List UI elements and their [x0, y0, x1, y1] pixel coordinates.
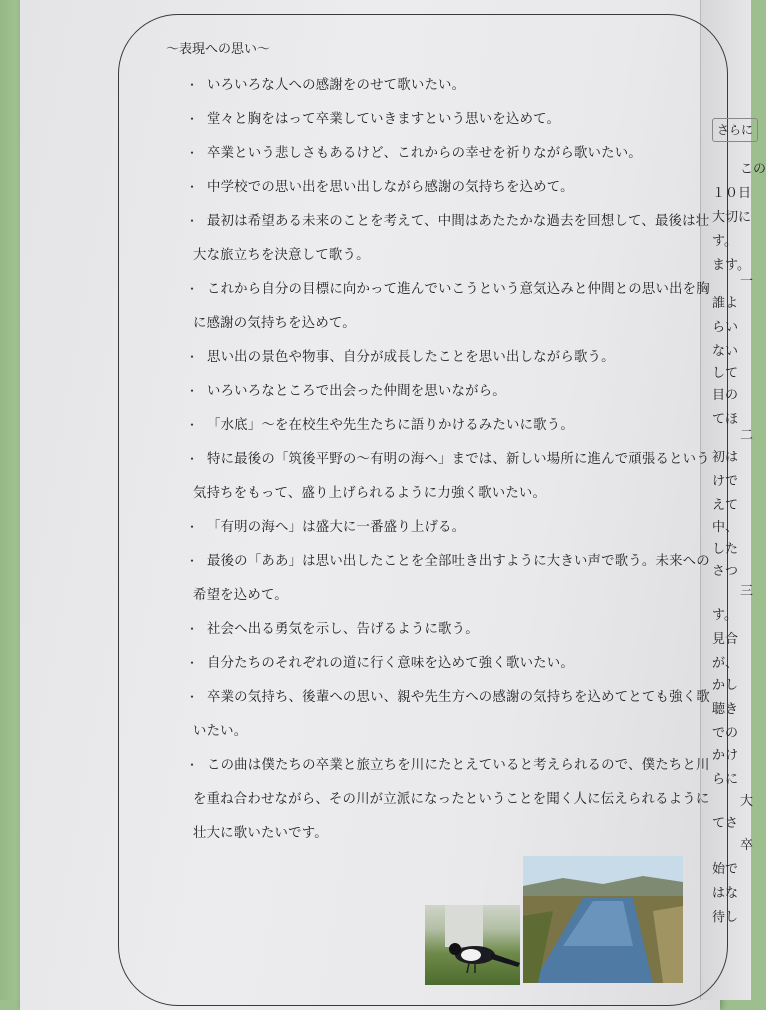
right-page-fragment: 中、 [712, 520, 739, 535]
bullet-marker: ・ [186, 520, 199, 534]
list-item-line: 「水底」〜を在校生や先生たちに語りかけるみたいに歌う。 [207, 418, 574, 433]
list-item-line: 堂々と胸をはって卒業していきますという思いを込めて。 [207, 112, 561, 127]
list-item-line: 思い出の景色や物事、自分が成長したことを思い出しながら歌う。 [207, 350, 615, 365]
right-page-fragment: さつ [712, 564, 739, 579]
right-page-fragment: 待し [712, 910, 739, 925]
bullet-marker: ・ [186, 622, 199, 636]
right-page-fragment: での [712, 726, 739, 741]
right-page-fragment: 三 [740, 584, 754, 599]
right-page-fragment: てほ [712, 412, 739, 427]
list-item-line: いたい。 [193, 724, 248, 739]
right-page-fragment: １０日 [712, 186, 752, 201]
right-page-fragment: この [740, 162, 766, 177]
list-item-line: これから自分の目標に向かって進んでいこうという意気込みと仲間との思い出を胸 [207, 282, 710, 297]
list-item-line: 大な旅立ちを決意して歌う。 [193, 248, 370, 263]
bullet-marker: ・ [186, 112, 199, 126]
right-page-fragment: 大 [740, 794, 754, 809]
right-page-fragment: えて [712, 498, 739, 513]
list-item-line: 中学校での思い出を思い出しながら感謝の気持ちを込めて。 [207, 180, 574, 195]
bullet-marker: ・ [186, 384, 199, 398]
right-page-fragment: けで [712, 474, 739, 489]
magpie-photo [425, 905, 520, 985]
bullet-marker: ・ [186, 690, 199, 704]
list-item-line: 自分たちのそれぞれの道に行く意味を込めて強く歌いたい。 [207, 656, 574, 671]
bullet-marker: ・ [186, 554, 199, 568]
right-page-fragment: ます。 [712, 258, 750, 273]
bullet-marker: ・ [186, 758, 199, 772]
right-page-fragment: 始で [712, 862, 739, 877]
list-item-line: 「有明の海へ」は盛大に一番盛り上げる。 [207, 520, 466, 535]
bullet-marker: ・ [186, 180, 199, 194]
list-item-line: 最後の「ああ」は思い出したことを全部吐き出すように大きい声で歌う。未来への [207, 554, 710, 569]
bullet-marker: ・ [186, 214, 199, 228]
right-page-fragment: が、 [712, 656, 739, 671]
right-page-fragment: てさ [712, 816, 739, 831]
right-page-fragment: 誰よ [712, 296, 739, 311]
list-item-line: 希望を込めて。 [193, 588, 288, 603]
bullet-marker: ・ [186, 418, 199, 432]
list-item-line: 卒業の気持ち、後輩への思い、親や先生方への感謝の気持ちを込めてとても強く歌 [207, 690, 710, 705]
right-page-fragment: らに [712, 772, 739, 787]
section-title: 〜表現への思い〜 [166, 42, 271, 57]
bullet-marker: ・ [186, 350, 199, 364]
bullet-marker: ・ [186, 656, 199, 670]
right-page-fragment: 初は [712, 450, 739, 465]
right-page-fragment: 聴き [712, 702, 739, 717]
list-item-line: 卒業という悲しさもあるけど、これからの幸せを祈りながら歌いたい。 [207, 146, 642, 161]
list-item-line: 壮大に歌いたいです。 [193, 826, 328, 841]
list-item-line: 特に最後の「筑後平野の〜有明の海へ」までは、新しい場所に進んで頑張るという [207, 452, 710, 467]
right-page-fragment: かけ [712, 748, 739, 763]
river-photo [523, 856, 683, 983]
right-page-fragment: かし [712, 678, 739, 693]
list-item-line: この曲は僕たちの卒業と旅立ちを川にたとえていると考えられるので、僕たちと川 [207, 758, 710, 773]
right-page-fragment: 卒 [740, 838, 754, 853]
right-page-fragment: 目の [712, 388, 739, 403]
right-page-heading-box: さらに [712, 118, 758, 142]
list-item-line: を重ね合わせながら、その川が立派になったということを聞く人に伝えられるように [193, 792, 710, 807]
right-page-fragment: 大切に [712, 210, 752, 225]
right-page-fragment: した [712, 542, 739, 557]
right-page-fragment: はな [712, 886, 739, 901]
list-item-line: いろいろな人への感謝をのせて歌いたい。 [207, 78, 466, 93]
list-item-line: 最初は希望ある未来のことを考えて、中間はあたたかな過去を回想して、最後は壮 [207, 214, 710, 229]
list-item-line: に感謝の気持ちを込めて。 [193, 316, 356, 331]
list-item-line: 社会へ出る勇気を示し、告げるように歌う。 [207, 622, 479, 637]
right-page-fragment: らい [712, 320, 739, 335]
right-page-fragment: して [712, 366, 739, 381]
right-page-fragment: 一 [740, 274, 754, 289]
bullet-marker: ・ [186, 282, 199, 296]
right-page-fragment: す。 [712, 234, 737, 249]
bullet-marker: ・ [186, 146, 199, 160]
right-page-fragment: す。 [712, 608, 737, 623]
list-item-line: いろいろなところで出会った仲間を思いながら。 [207, 384, 506, 399]
bullet-marker: ・ [186, 452, 199, 466]
right-page-fragment: 二 [740, 428, 754, 443]
bullet-marker: ・ [186, 78, 199, 92]
list-item-line: 気持ちをもって、盛り上げられるように力強く歌いたい。 [193, 486, 547, 501]
right-page-fragment: ない [712, 344, 739, 359]
right-page-fragment: 見合 [712, 632, 739, 647]
